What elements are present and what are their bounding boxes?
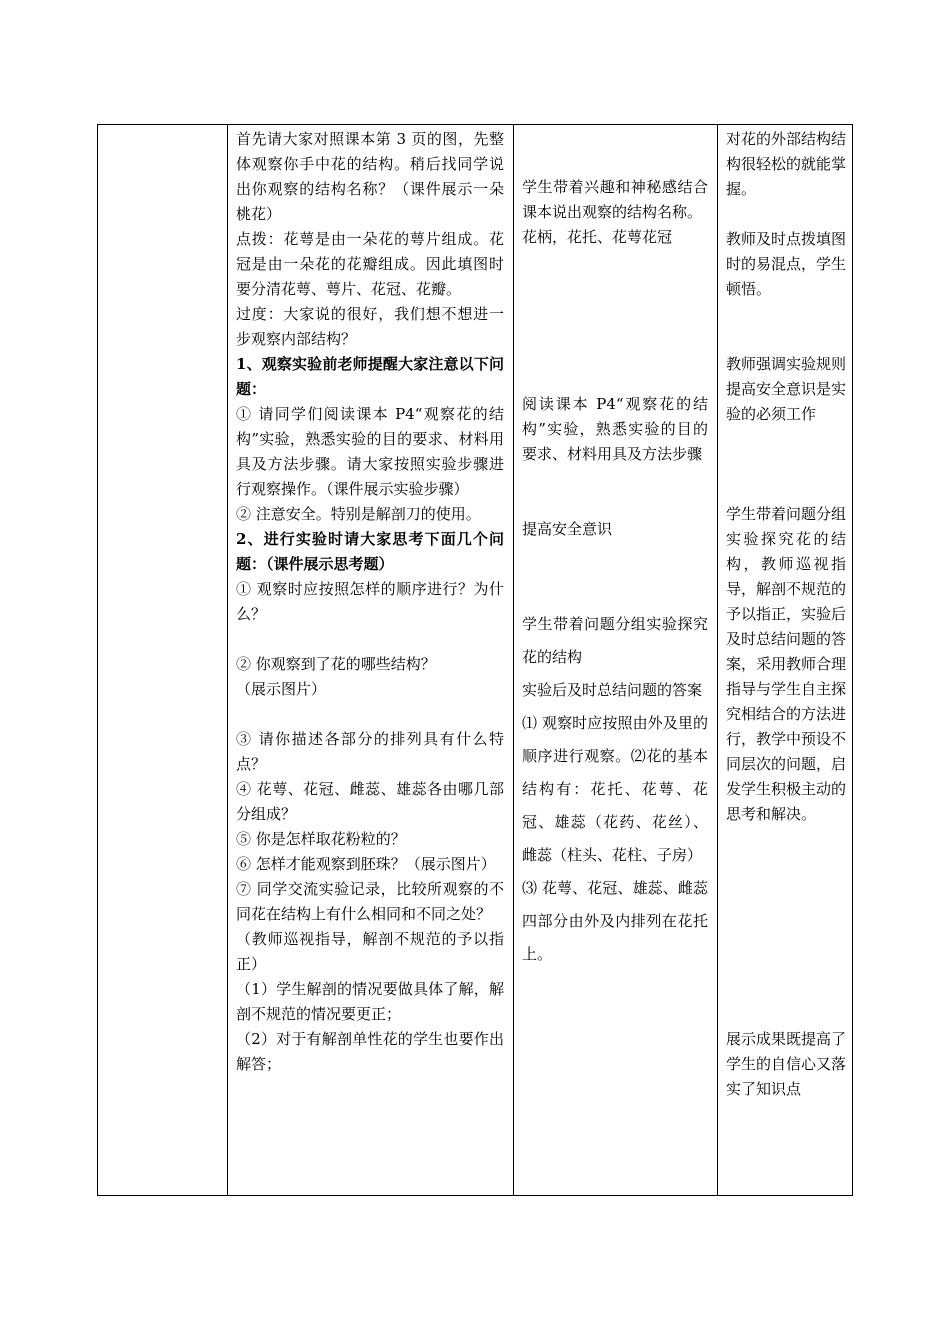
- question-2: ② 你观察到了花的哪些结构？: [236, 655, 436, 673]
- question-5: ⑤ 你是怎样取花粉粒的？: [236, 830, 406, 848]
- section-heading-1: 1、观察实验前老师提醒大家注意以下问题：: [236, 355, 504, 398]
- question-2-note: （展示图片）: [236, 680, 327, 698]
- student-answer-3: 阅读课本 P4“观察花的结构”实验，熟悉实验的目的要求、材料用具及方法步骤: [522, 395, 708, 463]
- question-7: ⑦ 同学交流实验记录，比较所观察的不同花在结构上有什么相同和不同之处？: [236, 880, 504, 923]
- intro-paragraph: 首先请大家对照课本第 3 页的图，先整体观察你手中花的结构。稍后找同学说出你观察的结构名称？（课件展示一朵桃花）: [236, 130, 504, 223]
- intent-note-4: 学生带着问题分组实验探究花的结构，教师巡视指导，解剖不规范的予以指正，实验后及时总结问题的答案，采用教师合理指导与学生自主探究相结合的方法进行，教学中预设不同层次的问题，启发学生积极主动的思考和解决。: [726, 505, 847, 823]
- note-item-1: ① 请同学们阅读课本 P4“观察花的结构”实验，熟悉实验的目的要求、材料用具及方法步骤。请大家按照实验步骤进行观察操作。（课件展示实验步骤）: [236, 405, 504, 498]
- student-answer-8: ⑶ 花萼、花冠、雄蕊、雌蕊四部分由外及内排列在花托上。: [522, 879, 708, 963]
- student-answer-4: 提高安全意识: [522, 520, 613, 538]
- student-answer-6: 实验后及时总结问题的答案: [522, 681, 703, 699]
- student-answer-7: ⑴ 观察时应按照由外及里的顺序进行观察。⑵花的基本结构有：花托、花萼、花冠、雄蕊（花药、花丝）、雌蕊（柱头、花柱、子房）: [522, 714, 708, 864]
- intent-note-2: 教师及时点拨填图时的易混点，学生顿悟。: [726, 230, 847, 298]
- section-heading-2: 2、进行实验时请大家思考下面几个问题：（课件展示思考题）: [236, 530, 504, 573]
- transition-paragraph: 过度：大家说的很好，我们想不想进一步观察内部结构？: [236, 305, 504, 348]
- lesson-table: [97, 124, 853, 1196]
- student-activity-column: [514, 125, 714, 1195]
- intent-note-3: 教师强调实验规则提高安全意识是实验的必须工作: [726, 355, 847, 423]
- guidance-item-2: （2）对于有解剖单性花的学生也要作出解答；: [236, 1030, 504, 1073]
- hint-paragraph: 点拨：花萼是由一朵花的萼片组成。花冠是由一朵花的花瓣组成。因此填图时要分清花萼、萼片、花冠、花瓣。: [236, 230, 504, 298]
- student-answer-1: 学生带着兴趣和神秘感结合课本说出观察的结构名称。: [522, 178, 708, 221]
- guidance-note: （教师巡视指导，解剖不规范的予以指正）: [236, 930, 504, 973]
- note-item-2: ② 注意安全。特别是解剖刀的使用。: [236, 505, 481, 523]
- teacher-activity-column: [228, 125, 510, 1195]
- question-1: ① 观察时应按照怎样的顺序进行？为什么？: [236, 580, 504, 623]
- question-6: ⑥ 怎样才能观察到胚珠？（展示图片）: [236, 855, 496, 873]
- question-3: ③ 请你描述各部分的排列具有什么特点？: [236, 730, 504, 773]
- design-intent-column: [718, 125, 852, 1195]
- guidance-item-1: （1）学生解剖的情况要做具体了解，解剖不规范的情况要更正；: [236, 980, 504, 1023]
- student-answer-2: 花柄，花托、花萼花冠: [522, 228, 673, 246]
- question-4: ④ 花萼、花冠、雌蕊、雄蕊各由哪几部分组成？: [236, 780, 504, 823]
- intent-note-5: 展示成果既提高了学生的自信心又落实了知识点: [726, 1030, 847, 1098]
- student-answer-5: 学生带着问题分组实验探究花的结构: [522, 615, 708, 666]
- intent-note-1: 对花的外部结构结构很轻松的就能掌握。: [726, 130, 847, 198]
